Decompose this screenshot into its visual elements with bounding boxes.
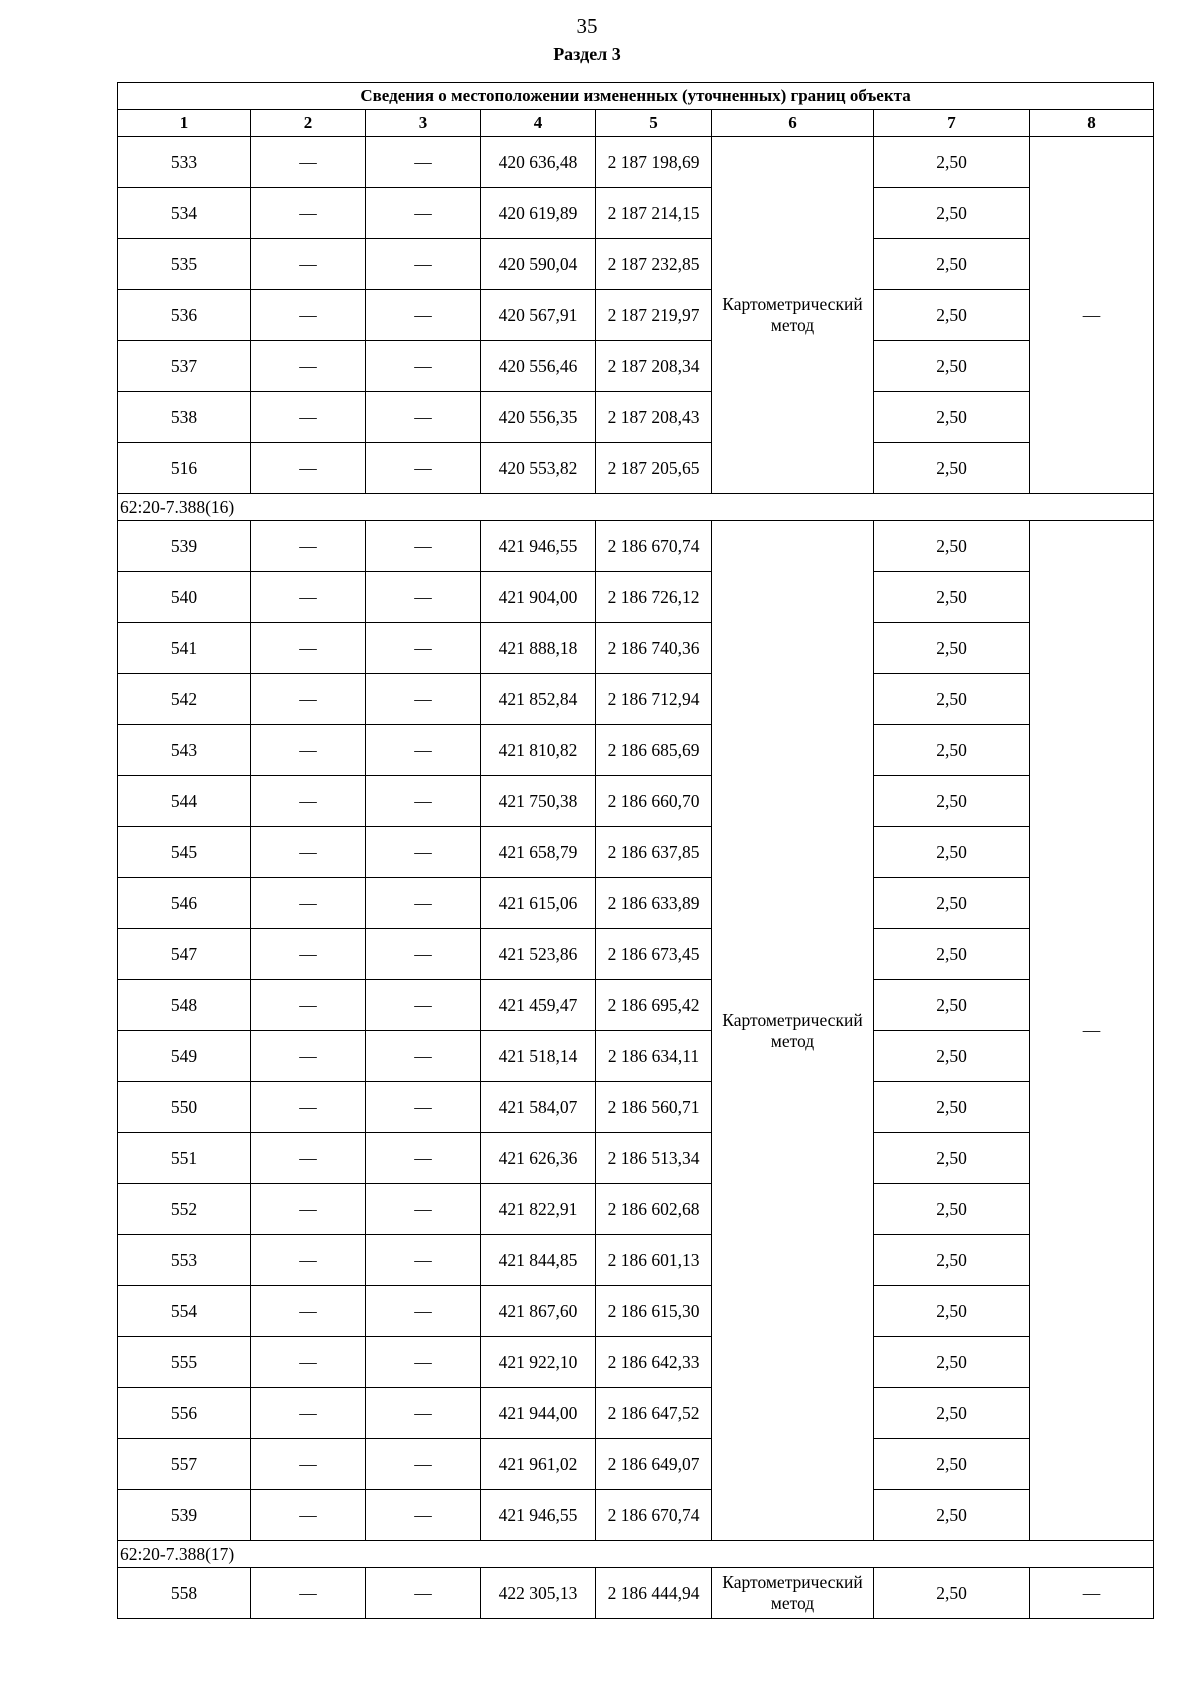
col2-cell: — bbox=[251, 776, 366, 827]
col2-cell: — bbox=[251, 341, 366, 392]
accuracy-cell: 2,50 bbox=[874, 521, 1030, 572]
cadastral-part-label: 62:20-7.388(16) bbox=[118, 494, 1154, 521]
x-coordinate-cell: 421 852,84 bbox=[481, 674, 596, 725]
x-coordinate-cell: 421 615,06 bbox=[481, 878, 596, 929]
table-row bbox=[118, 521, 1154, 572]
y-coordinate-cell: 2 187 208,34 bbox=[596, 341, 712, 392]
col2-cell: — bbox=[251, 290, 366, 341]
col2-cell: — bbox=[251, 1286, 366, 1337]
y-coordinate-cell: 2 186 444,94 bbox=[596, 1568, 712, 1619]
col8-cell: — bbox=[1030, 1568, 1154, 1619]
point-number-cell: 542 bbox=[118, 674, 251, 725]
col2-cell: — bbox=[251, 1388, 366, 1439]
table-row bbox=[118, 188, 1154, 239]
y-coordinate-cell: 2 186 633,89 bbox=[596, 878, 712, 929]
col3-cell: — bbox=[366, 827, 481, 878]
col2-cell: — bbox=[251, 827, 366, 878]
accuracy-cell: 2,50 bbox=[874, 776, 1030, 827]
col3-cell: — bbox=[366, 1184, 481, 1235]
point-number-cell: 534 bbox=[118, 188, 251, 239]
col3-cell: — bbox=[366, 1568, 481, 1619]
y-coordinate-cell: 2 187 232,85 bbox=[596, 239, 712, 290]
x-coordinate-cell: 420 619,89 bbox=[481, 188, 596, 239]
table-row bbox=[118, 929, 1154, 980]
accuracy-cell: 2,50 bbox=[874, 341, 1030, 392]
accuracy-cell: 2,50 bbox=[874, 1337, 1030, 1388]
x-coordinate-cell: 421 658,79 bbox=[481, 827, 596, 878]
x-coordinate-cell: 421 867,60 bbox=[481, 1286, 596, 1337]
accuracy-cell: 2,50 bbox=[874, 1133, 1030, 1184]
col3-cell: — bbox=[366, 572, 481, 623]
col2-cell: — bbox=[251, 1082, 366, 1133]
col2-cell: — bbox=[251, 980, 366, 1031]
point-number-cell: 539 bbox=[118, 521, 251, 572]
x-coordinate-cell: 421 822,91 bbox=[481, 1184, 596, 1235]
x-coordinate-cell: 420 553,82 bbox=[481, 443, 596, 494]
y-coordinate-cell: 2 187 198,69 bbox=[596, 137, 712, 188]
table-row bbox=[118, 1082, 1154, 1133]
point-number-cell: 557 bbox=[118, 1439, 251, 1490]
y-coordinate-cell: 2 187 219,97 bbox=[596, 290, 712, 341]
group-label-row bbox=[118, 494, 1154, 521]
accuracy-cell: 2,50 bbox=[874, 725, 1030, 776]
y-coordinate-cell: 2 186 660,70 bbox=[596, 776, 712, 827]
col3-cell: — bbox=[366, 1286, 481, 1337]
accuracy-cell: 2,50 bbox=[874, 137, 1030, 188]
section-title: Раздел 3 bbox=[553, 44, 621, 64]
accuracy-cell: 2,50 bbox=[874, 1490, 1030, 1541]
col2-cell: — bbox=[251, 725, 366, 776]
col3-cell: — bbox=[366, 1337, 481, 1388]
point-number-cell: 543 bbox=[118, 725, 251, 776]
accuracy-cell: 2,50 bbox=[874, 1286, 1030, 1337]
y-coordinate-cell: 2 186 673,45 bbox=[596, 929, 712, 980]
x-coordinate-cell: 421 810,82 bbox=[481, 725, 596, 776]
x-coordinate-cell: 421 518,14 bbox=[481, 1031, 596, 1082]
point-number-cell: 549 bbox=[118, 1031, 251, 1082]
col3-cell: — bbox=[366, 980, 481, 1031]
point-number-cell: 545 bbox=[118, 827, 251, 878]
y-coordinate-cell: 2 186 601,13 bbox=[596, 1235, 712, 1286]
table-row bbox=[118, 392, 1154, 443]
point-number-cell: 546 bbox=[118, 878, 251, 929]
cadastral-part-label: 62:20-7.388(17) bbox=[118, 1541, 1154, 1568]
point-number-cell: 536 bbox=[118, 290, 251, 341]
accuracy-cell: 2,50 bbox=[874, 239, 1030, 290]
point-number-cell: 558 bbox=[118, 1568, 251, 1619]
col2-cell: — bbox=[251, 878, 366, 929]
y-coordinate-cell: 2 186 670,74 bbox=[596, 1490, 712, 1541]
page-number: 35 bbox=[576, 14, 598, 38]
x-coordinate-cell: 420 556,35 bbox=[481, 392, 596, 443]
method-cell: Картометрический метод bbox=[712, 137, 874, 494]
accuracy-cell: 2,50 bbox=[874, 392, 1030, 443]
table-body bbox=[118, 137, 1154, 1619]
accuracy-cell: 2,50 bbox=[874, 878, 1030, 929]
point-number-cell: 556 bbox=[118, 1388, 251, 1439]
point-number-cell: 539 bbox=[118, 1490, 251, 1541]
accuracy-cell: 2,50 bbox=[874, 188, 1030, 239]
col2-cell: — bbox=[251, 137, 366, 188]
x-coordinate-cell: 422 305,13 bbox=[481, 1568, 596, 1619]
y-coordinate-cell: 2 187 214,15 bbox=[596, 188, 712, 239]
col2-cell: — bbox=[251, 1337, 366, 1388]
col3-cell: — bbox=[366, 188, 481, 239]
col3-cell: — bbox=[366, 1490, 481, 1541]
table-row bbox=[118, 1490, 1154, 1541]
col3-cell: — bbox=[366, 137, 481, 188]
x-coordinate-cell: 421 523,86 bbox=[481, 929, 596, 980]
point-number-cell: 538 bbox=[118, 392, 251, 443]
point-number-cell: 541 bbox=[118, 623, 251, 674]
point-number-cell: 544 bbox=[118, 776, 251, 827]
point-number-cell: 555 bbox=[118, 1337, 251, 1388]
x-coordinate-cell: 421 946,55 bbox=[481, 521, 596, 572]
x-coordinate-cell: 421 904,00 bbox=[481, 572, 596, 623]
table-row bbox=[118, 1031, 1154, 1082]
col2-cell: — bbox=[251, 572, 366, 623]
x-coordinate-cell: 421 584,07 bbox=[481, 1082, 596, 1133]
col2-cell: — bbox=[251, 1235, 366, 1286]
col2-cell: — bbox=[251, 443, 366, 494]
accuracy-cell: 2,50 bbox=[874, 1082, 1030, 1133]
column-number: 2 bbox=[251, 110, 366, 137]
column-number: 5 bbox=[596, 110, 712, 137]
y-coordinate-cell: 2 186 670,74 bbox=[596, 521, 712, 572]
table-row bbox=[118, 1184, 1154, 1235]
table-row bbox=[118, 1133, 1154, 1184]
accuracy-cell: 2,50 bbox=[874, 1568, 1030, 1619]
accuracy-cell: 2,50 bbox=[874, 443, 1030, 494]
accuracy-cell: 2,50 bbox=[874, 1235, 1030, 1286]
col2-cell: — bbox=[251, 1184, 366, 1235]
y-coordinate-cell: 2 186 726,12 bbox=[596, 572, 712, 623]
column-number-row bbox=[118, 110, 1154, 137]
point-number-cell: 554 bbox=[118, 1286, 251, 1337]
col3-cell: — bbox=[366, 1133, 481, 1184]
table-row bbox=[118, 1286, 1154, 1337]
accuracy-cell: 2,50 bbox=[874, 980, 1030, 1031]
table-row bbox=[118, 980, 1154, 1031]
table-row bbox=[118, 443, 1154, 494]
col8-cell: — bbox=[1030, 137, 1154, 494]
point-number-cell: 540 bbox=[118, 572, 251, 623]
table-row bbox=[118, 290, 1154, 341]
table-row bbox=[118, 623, 1154, 674]
y-coordinate-cell: 2 186 513,34 bbox=[596, 1133, 712, 1184]
method-cell: Картометрический метод bbox=[712, 1568, 874, 1619]
point-number-cell: 550 bbox=[118, 1082, 251, 1133]
y-coordinate-cell: 2 186 685,69 bbox=[596, 725, 712, 776]
point-number-cell: 553 bbox=[118, 1235, 251, 1286]
x-coordinate-cell: 420 590,04 bbox=[481, 239, 596, 290]
x-coordinate-cell: 421 961,02 bbox=[481, 1439, 596, 1490]
y-coordinate-cell: 2 187 205,65 bbox=[596, 443, 712, 494]
col3-cell: — bbox=[366, 290, 481, 341]
y-coordinate-cell: 2 186 602,68 bbox=[596, 1184, 712, 1235]
point-number-cell: 537 bbox=[118, 341, 251, 392]
col3-cell: — bbox=[366, 1031, 481, 1082]
x-coordinate-cell: 420 556,46 bbox=[481, 341, 596, 392]
accuracy-cell: 2,50 bbox=[874, 1184, 1030, 1235]
table-row bbox=[118, 1439, 1154, 1490]
x-coordinate-cell: 421 888,18 bbox=[481, 623, 596, 674]
col2-cell: — bbox=[251, 1568, 366, 1619]
col3-cell: — bbox=[366, 1082, 481, 1133]
column-number: 6 bbox=[712, 110, 874, 137]
table-row bbox=[118, 239, 1154, 290]
group-label-row bbox=[118, 1541, 1154, 1568]
col2-cell: — bbox=[251, 239, 366, 290]
x-coordinate-cell: 421 944,00 bbox=[481, 1388, 596, 1439]
point-number-cell: 551 bbox=[118, 1133, 251, 1184]
boundary-coordinates-table bbox=[117, 82, 1154, 1619]
col2-cell: — bbox=[251, 623, 366, 674]
accuracy-cell: 2,50 bbox=[874, 290, 1030, 341]
x-coordinate-cell: 420 636,48 bbox=[481, 137, 596, 188]
col2-cell: — bbox=[251, 188, 366, 239]
col3-cell: — bbox=[366, 341, 481, 392]
point-number-cell: 548 bbox=[118, 980, 251, 1031]
column-number: 8 bbox=[1030, 110, 1154, 137]
column-number: 3 bbox=[366, 110, 481, 137]
col3-cell: — bbox=[366, 725, 481, 776]
col3-cell: — bbox=[366, 776, 481, 827]
table-row bbox=[118, 878, 1154, 929]
col3-cell: — bbox=[366, 674, 481, 725]
col2-cell: — bbox=[251, 1031, 366, 1082]
col3-cell: — bbox=[366, 392, 481, 443]
point-number-cell: 535 bbox=[118, 239, 251, 290]
x-coordinate-cell: 420 567,91 bbox=[481, 290, 596, 341]
col3-cell: — bbox=[366, 239, 481, 290]
y-coordinate-cell: 2 186 649,07 bbox=[596, 1439, 712, 1490]
accuracy-cell: 2,50 bbox=[874, 572, 1030, 623]
y-coordinate-cell: 2 186 642,33 bbox=[596, 1337, 712, 1388]
y-coordinate-cell: 2 186 560,71 bbox=[596, 1082, 712, 1133]
table-row bbox=[118, 1568, 1154, 1619]
x-coordinate-cell: 421 626,36 bbox=[481, 1133, 596, 1184]
table-row bbox=[118, 572, 1154, 623]
col2-cell: — bbox=[251, 1439, 366, 1490]
table-row bbox=[118, 1235, 1154, 1286]
method-cell: Картометрический метод bbox=[712, 521, 874, 1541]
y-coordinate-cell: 2 186 712,94 bbox=[596, 674, 712, 725]
y-coordinate-cell: 2 187 208,43 bbox=[596, 392, 712, 443]
col3-cell: — bbox=[366, 929, 481, 980]
col3-cell: — bbox=[366, 1388, 481, 1439]
column-number: 1 bbox=[118, 110, 251, 137]
col2-cell: — bbox=[251, 674, 366, 725]
table-row bbox=[118, 827, 1154, 878]
col3-cell: — bbox=[366, 1439, 481, 1490]
table-row bbox=[118, 725, 1154, 776]
accuracy-cell: 2,50 bbox=[874, 827, 1030, 878]
x-coordinate-cell: 421 946,55 bbox=[481, 1490, 596, 1541]
y-coordinate-cell: 2 186 634,11 bbox=[596, 1031, 712, 1082]
col2-cell: — bbox=[251, 1490, 366, 1541]
col8-cell: — bbox=[1030, 521, 1154, 1541]
accuracy-cell: 2,50 bbox=[874, 1388, 1030, 1439]
x-coordinate-cell: 421 750,38 bbox=[481, 776, 596, 827]
table-row bbox=[118, 341, 1154, 392]
x-coordinate-cell: 421 459,47 bbox=[481, 980, 596, 1031]
accuracy-cell: 2,50 bbox=[874, 1031, 1030, 1082]
table-caption: Сведения о местоположении измененных (уточненных) границ объекта bbox=[118, 83, 1154, 110]
col3-cell: — bbox=[366, 878, 481, 929]
table-row bbox=[118, 137, 1154, 188]
y-coordinate-cell: 2 186 637,85 bbox=[596, 827, 712, 878]
col2-cell: — bbox=[251, 392, 366, 443]
accuracy-cell: 2,50 bbox=[874, 1439, 1030, 1490]
point-number-cell: 516 bbox=[118, 443, 251, 494]
y-coordinate-cell: 2 186 615,30 bbox=[596, 1286, 712, 1337]
table-row bbox=[118, 1337, 1154, 1388]
col2-cell: — bbox=[251, 1133, 366, 1184]
point-number-cell: 552 bbox=[118, 1184, 251, 1235]
x-coordinate-cell: 421 844,85 bbox=[481, 1235, 596, 1286]
col3-cell: — bbox=[366, 443, 481, 494]
col3-cell: — bbox=[366, 1235, 481, 1286]
table-row bbox=[118, 1388, 1154, 1439]
accuracy-cell: 2,50 bbox=[874, 674, 1030, 725]
y-coordinate-cell: 2 186 740,36 bbox=[596, 623, 712, 674]
col3-cell: — bbox=[366, 623, 481, 674]
accuracy-cell: 2,50 bbox=[874, 623, 1030, 674]
x-coordinate-cell: 421 922,10 bbox=[481, 1337, 596, 1388]
y-coordinate-cell: 2 186 647,52 bbox=[596, 1388, 712, 1439]
column-number: 7 bbox=[874, 110, 1030, 137]
y-coordinate-cell: 2 186 695,42 bbox=[596, 980, 712, 1031]
col3-cell: — bbox=[366, 521, 481, 572]
point-number-cell: 533 bbox=[118, 137, 251, 188]
table-row bbox=[118, 674, 1154, 725]
column-number: 4 bbox=[481, 110, 596, 137]
accuracy-cell: 2,50 bbox=[874, 929, 1030, 980]
col2-cell: — bbox=[251, 929, 366, 980]
table-row bbox=[118, 776, 1154, 827]
col2-cell: — bbox=[251, 521, 366, 572]
point-number-cell: 547 bbox=[118, 929, 251, 980]
